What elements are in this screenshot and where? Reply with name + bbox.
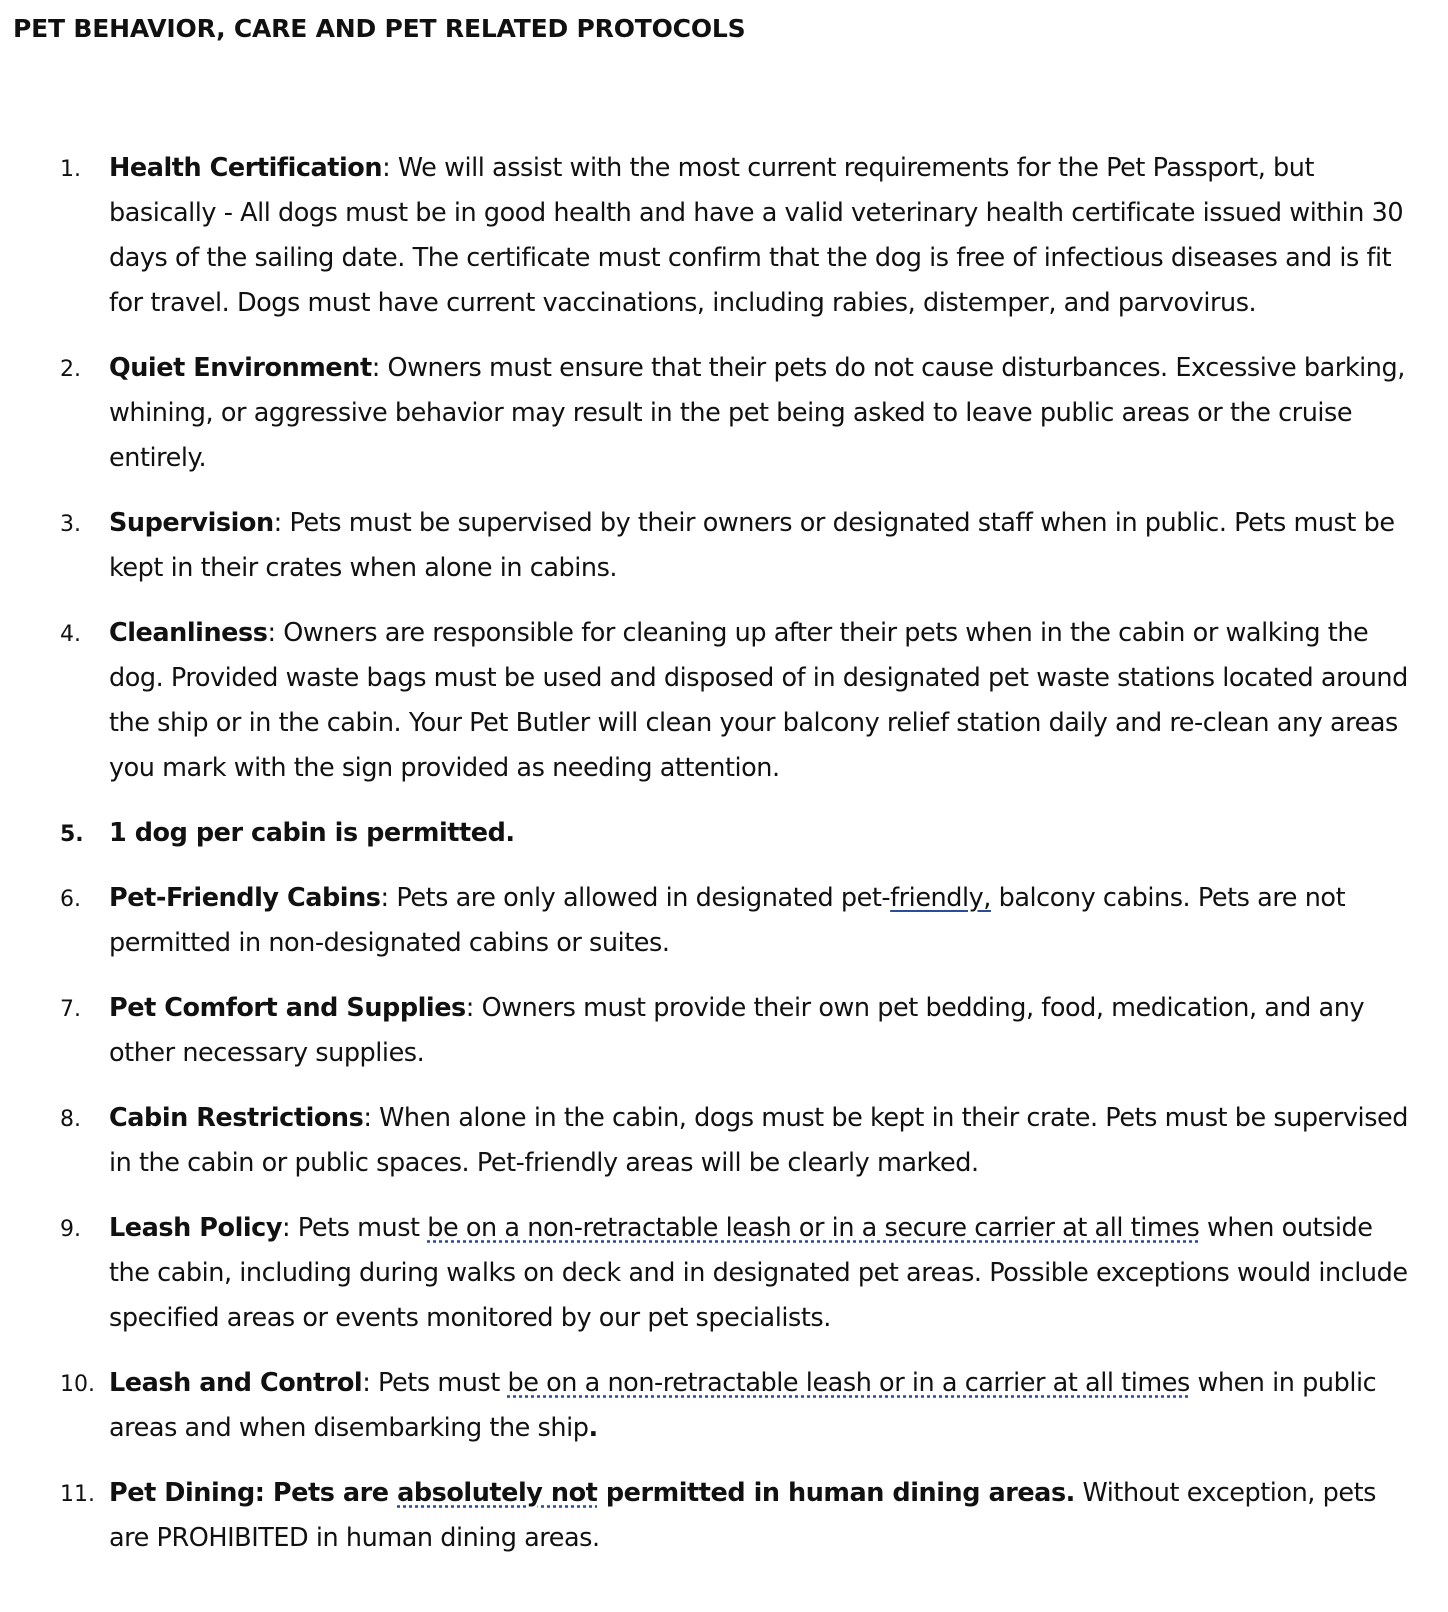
item-number: 8. — [60, 1107, 81, 1132]
list-item — [0, 346, 1448, 481]
item-number: 3. — [60, 512, 81, 537]
list-item — [0, 1096, 1448, 1186]
item-text: when outside the cabin, including during walks on deck and in designated pet areas. Possible exceptions would include specified areas or events monitored by our pet specialists. — [109, 1213, 1408, 1333]
item-text: Owners are responsible for cleaning up after their pets when in the cabin or walking the dog. Provided waste bags must be used and disposed of in designated pet waste stations located around the ship or in the cabin. Your Pet Butler will clean your balcony relief station daily and re-clean any areas you mark with the sign provided as needing attention. — [109, 618, 1408, 783]
item-text-end: . — [588, 1413, 598, 1443]
item-number: 4. — [60, 622, 81, 647]
item-text: Pets must — [370, 1368, 508, 1398]
page-title: PET BEHAVIOR, CARE AND PET RELATED PROTOCOLS — [13, 14, 746, 43]
item-text: We will assist with the most current requirements for the Pet Passport, but basically - All dogs must be in good health and have a valid veterinary health certificate issued within 30 days of the sailing date. The certificate must confirm that the dog is free of infectious diseases and is fit for travel. Dogs must have current vaccinations, including rabies, distemper, and parvovirus. — [109, 153, 1404, 318]
list-item — [0, 611, 1448, 791]
item-heading: Pet Comfort and Supplies — [109, 993, 466, 1023]
list-item — [0, 811, 1448, 856]
item-heading: permitted in human dining areas. — [597, 1478, 1075, 1508]
item-separator: : — [382, 153, 391, 183]
underlined-text: friendly, — [890, 883, 991, 913]
item-number: 10. — [60, 1372, 95, 1397]
item-number: 6. — [60, 887, 81, 912]
underlined-text: absolutely not — [397, 1478, 598, 1508]
item-separator: : — [380, 883, 389, 913]
underlined-text: be on a non-retractable leash or in a carrier at all times — [507, 1368, 1190, 1398]
item-text: Owners must provide their own pet bedding, food, medication, and any other necessary supplies. — [109, 993, 1365, 1068]
item-heading: Cleanliness — [109, 618, 268, 648]
item-heading: Pet-Friendly Cabins — [109, 883, 381, 913]
list-item — [0, 876, 1448, 966]
item-heading: Quiet Environment — [109, 353, 372, 383]
item-heading: 1 dog per cabin is permitted. — [109, 818, 515, 848]
item-text: When alone in the cabin, dogs must be kept in their crate. Pets must be supervised in the cabin or public spaces. Pet-friendly areas will be clearly marked. — [109, 1103, 1409, 1178]
item-text: Without exception, pets are PROHIBITED in human dining areas. — [109, 1478, 1376, 1553]
item-number: 7. — [60, 997, 81, 1022]
underlined-text: be on a non-retractable leash or in a secure carrier at all times — [427, 1213, 1200, 1243]
list-item — [0, 501, 1448, 591]
item-heading: Health Certification — [109, 153, 383, 183]
item-heading: Supervision — [109, 508, 274, 538]
item-heading: Leash and Control — [109, 1368, 363, 1398]
item-heading: Cabin Restrictions — [109, 1103, 364, 1133]
item-text: Owners must ensure that their pets do not cause disturbances. Excessive barking, whining, or aggressive behavior may result in the pet being asked to leave public areas or the cruise entirely. — [109, 353, 1405, 473]
item-text: Pets are only allowed in designated pet- — [388, 883, 891, 913]
item-text: balcony cabins. Pets are not permitted in non-designated cabins or suites. — [109, 883, 1346, 958]
protocol-list — [0, 146, 1448, 1581]
list-item — [0, 1471, 1448, 1561]
item-separator: : — [267, 618, 276, 648]
item-separator: : — [362, 1368, 371, 1398]
list-item — [0, 986, 1448, 1076]
item-number: 11. — [60, 1482, 95, 1507]
list-item — [0, 1361, 1448, 1451]
item-number: 1. — [60, 157, 81, 182]
item-number: 9. — [60, 1217, 81, 1242]
item-heading: Leash Policy — [109, 1213, 282, 1243]
item-heading: Pet Dining: Pets are — [109, 1478, 398, 1508]
item-number: 5. — [60, 822, 84, 847]
item-separator: : — [282, 1213, 291, 1243]
list-item — [0, 146, 1448, 326]
item-separator: : — [273, 508, 282, 538]
item-text: Pets must — [290, 1213, 428, 1243]
item-number: 2. — [60, 357, 81, 382]
item-separator: : — [465, 993, 474, 1023]
item-separator: : — [371, 353, 380, 383]
item-text: when in public areas and when disembarking the ship — [109, 1368, 1377, 1443]
item-separator: : — [363, 1103, 372, 1133]
item-text: Pets must be supervised by their owners or designated staff when in public. Pets must be kept in their crates when alone in cabins. — [109, 508, 1395, 583]
list-item — [0, 1206, 1448, 1341]
